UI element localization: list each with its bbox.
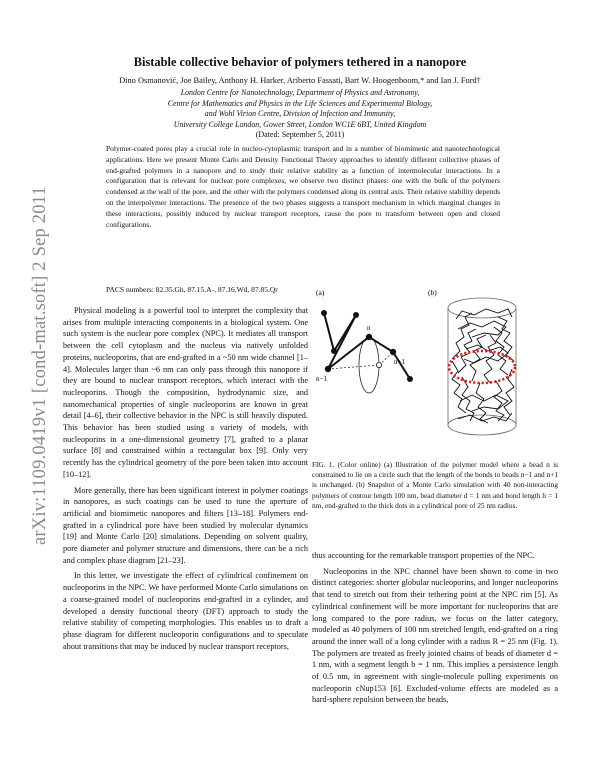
date-line: (Dated: September 5, 2011) xyxy=(255,130,345,139)
figure-caption: FIG. 1. (Color online) (a) Illustration of the polymer model where a bead n is constrained to lie on a circle such that the length of the bonds to beads n−1 and n+1 is unchanged. (b) Snapshot of a Monte Carlo simulation with 40 non-interacting polymers of contour length 100 nm, bead diameter d = 1 nm and bond length b = 1 nm, end-grafted to the thick dots in a cylindrical pore of 25 nm radius. xyxy=(312,460,558,510)
abstract: Polymer-coated pores play a crucial role in nucleo-cytoplasmic transport and in a number of biomimetic and nanotechnological applications. Here we present Monte Carlo and Density Functional Theory approaches to identify different collective phases of end-grafted polymers in a nanopore and to study their relative stability as a function of intermolecular interactions. In a configuration that is relevant for nuclear pore complexes, we observe two distinct phases: one with the bulk of the polymers condensed at the wall of the pore, and the other with the polymers condensed along its central axis. Their relative stability depends on the interpolymer interactions. The presence of the two phases suggests a transport mechanism in which marginal changes in these interactions, possibly induced by nuclear transport receptors, cause the pore to transform between open and closed configurations. xyxy=(106,144,500,229)
polymer-chains xyxy=(452,309,514,423)
bead-label-n-minus-1: n−1 xyxy=(316,375,327,383)
simulation-snapshot xyxy=(448,298,516,435)
cylinder-bottom-rim xyxy=(448,415,516,435)
bead xyxy=(353,312,359,318)
bead-n xyxy=(366,334,372,340)
bead xyxy=(407,376,413,382)
left-column xyxy=(63,305,308,656)
paper-title: Bistable collective behavior of polymers tethered in a nanopore xyxy=(133,55,467,69)
pacs-numbers: PACS numbers: 82.35.Gh, 87.15.A-, 87.16.Wd, 87.85.Qr xyxy=(106,285,278,294)
bead-n-plus-1 xyxy=(390,349,396,355)
body-paragraph: Nucleoporins in the NPC channel have been shown to come in two distinct categories: shorter globular nucleoporins, and longer nucleoporins that tend to stretch out from their tethering point at the NPC rim [5]. As cylindrical confinement will be more important for nucleoporins that are long compared to the pore radius, we focus on the latter category, modeled as 40 polymers of 100 nm stretched length, end-grafted on a ring around the inner wall of a long cylinder with a radius R = 25 nm (Fig. 1). The polymers are treated as freely jointed chains of beads of diameter d = 1 nm, with a segment length b = 1 nm. This implies a persistence length of 0.5 nm, in agreement with single-molecule pulling experiments on nucleoporin cNup153 [6]. Excluded-volume effects are modeled as a hard-sphere repulsion between the beads, xyxy=(312,566,558,705)
panel-a-label: (a) xyxy=(316,289,325,297)
cylinder-top-rim xyxy=(448,298,516,318)
right-column xyxy=(312,550,558,710)
affiliation-line: and Wohl Virion Centre, Division of Infection and Immunity, xyxy=(204,109,396,119)
bond xyxy=(369,337,393,352)
bond xyxy=(324,313,334,351)
affiliation-line: London Centre for Nanotechnology, Department of Physics and Astronomy, xyxy=(180,88,420,97)
arxiv-side-label: arXiv:1109.0419v1 [cond-mat.soft] 2 Sep 2011 xyxy=(30,186,50,545)
body-paragraph: Physical modeling is a powerful tool to interpret the complexity that arises from multiple interacting components in a biological system. One such system is the nuclear pore complex (NPC). It mediates all transport between the cell cytoplasm and the nucleus via natively unfolded proteins, nucleoporins, that are end-grafted in a ~50 nm wide channel [1–4]. Molecules larger than ~6 nm can only pass through this nanopore if they are bound to nuclear transport receptors, which interact with the nucleoporins. Though the composition, hydrodynamic size, and nanomechanical properties of single nucleoporins are known in great detail [4–6], their collective behavior in the NPC is still heavily disputed. This behavior has been studied using a variety of models, with nucleoporins in a one-dimensional geometry [7], grafted to a planar surface [8] and constrained within a rectangular box [9]. Only very recently has the cylindrical geometry of the pore been taken into account [10–12]. xyxy=(63,306,308,479)
affiliation-line: Centre for Mathematics and Physics in the Life Sciences and Experimental Biology, xyxy=(167,98,433,108)
dashed-bond xyxy=(328,365,379,369)
bead-label-n-plus-1: n+1 xyxy=(394,358,405,366)
figure-1 xyxy=(312,289,558,479)
affiliation-line: University College London, Gower Street, London WC1E 6BT, United Kingdom xyxy=(173,119,427,129)
panel-b-label: (b) xyxy=(428,289,437,297)
polymer-model-diagram xyxy=(316,310,413,393)
bead xyxy=(331,348,337,354)
bead-alternative-position xyxy=(376,362,381,367)
affiliations xyxy=(40,88,560,130)
body-paragraph: In this letter, we investigate the effect of cylindrical confinement on nucleoporins in the NPC. We have performed Monte Carlo simulations on a coarse-grained model of nucleoporins end-grafted in a cylinder, and developed a density functional theory (DFT) approach to study the relative stability of competing morphologies. This enables us to draft a phase diagram for different nucleoporin configurations and to speculate about transitions that may be induced by nuclear transport receptors, xyxy=(63,571,308,651)
body-paragraph: thus accounting for the remarkable transport properties of the NPC. xyxy=(312,551,535,560)
body-paragraph: More generally, there has been significant interest in polymer coatings in nanopores, as such coatings can be used to tune the aperture of artificial and biomimetic nanopores and filters [13–18]. Polymers end-grafted in a cylindrical pore have been studied by molecular dynamics [19] and Monte Carlo [20] simulations. Depending on solvent quality, pore diameter and polymer structure and dimensions, there can be a rich and complex phase diagram [21–23]. xyxy=(63,485,308,565)
bead-n-minus-1 xyxy=(325,366,331,372)
bead xyxy=(321,310,327,316)
author-list: Dino Osmanović, Joe Bailey, Anthony H. Harker, Ariberto Fassati, Bart W. Hoogenboom,* and Ian J. Ford† xyxy=(119,76,481,85)
bead-label-n: n xyxy=(367,324,371,332)
